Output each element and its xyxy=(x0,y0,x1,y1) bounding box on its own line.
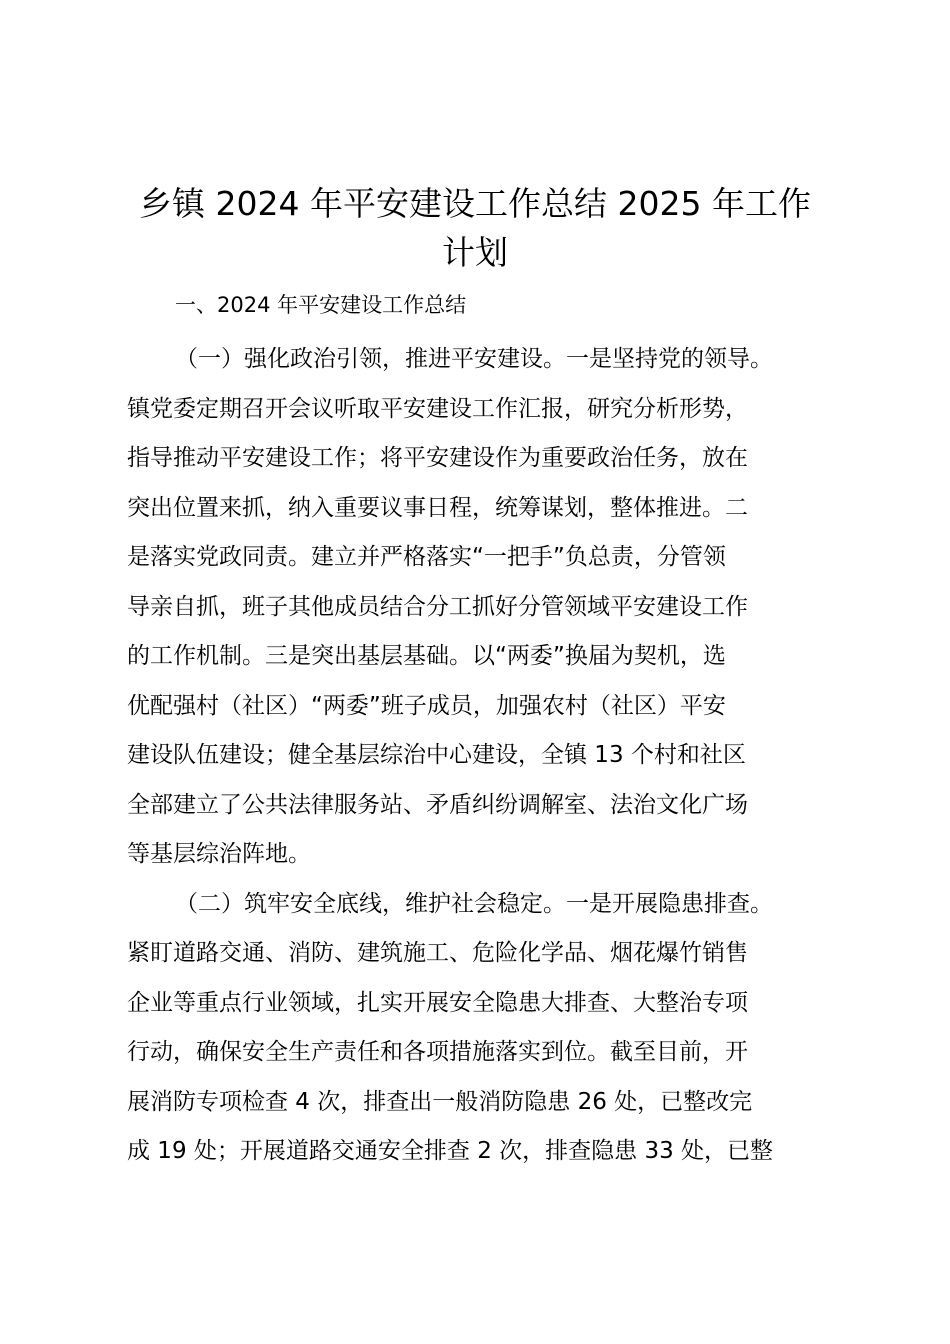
paragraph-line: 行动，确保安全生产责任和各项措施落实到位。截至目前，开 xyxy=(127,1039,748,1065)
paragraph-line: 全部建立了公共法律服务站、矛盾纠纷调解室、法治文化广场 xyxy=(127,792,748,818)
paragraph-line: 紧盯道路交通、消防、建筑施工、危险化学品、烟花爆竹销售 xyxy=(127,940,748,966)
paragraph-line: 等基层综治阵地。 xyxy=(127,841,311,867)
paragraph-line: 镇党委定期召开会议听取平安建设工作汇报，研究分析形势， xyxy=(127,396,748,422)
paragraph-line: 展消防专项检查 4 次，排查出一般消防隐患 26 处，已整改完 xyxy=(127,1089,753,1115)
paragraph-line: 的工作机制。三是突出基层基础。以“两委”换届为契机，选 xyxy=(127,643,726,669)
paragraph-line: 成 19 处；开展道路交通安全排查 2 次，排查隐患 33 处，已整 xyxy=(127,1138,774,1164)
paragraph-line: （一）强化政治引领，推进平安建设。一是坚持党的领导。 xyxy=(175,346,773,372)
document-title-line-2: 计划 xyxy=(442,233,508,272)
paragraph-line: 企业等重点行业领域，扎实开展安全隐患大排查、大整治专项 xyxy=(127,990,748,1016)
section-heading: 一、2024 年平安建设工作总结 xyxy=(175,293,467,317)
paragraph-line: （二）筑牢安全底线，维护社会稳定。一是开展隐患排查。 xyxy=(175,891,773,917)
paragraph-line: 突出位置来抓，纳入重要议事日程，统筹谋划，整体推进。二 xyxy=(127,495,748,521)
paragraph-line: 建设队伍建设；健全基层综治中心建设，全镇 13 个村和社区 xyxy=(127,742,746,768)
paragraph-line: 是落实党政同责。建立并严格落实“一把手”负总责，分管领 xyxy=(127,544,726,570)
document-title-line-1: 乡镇 2024 年平安建设工作总结 2025 年工作 xyxy=(139,184,811,223)
paragraph-line: 指导推动平安建设工作；将平安建设作为重要政治任务，放在 xyxy=(127,445,748,471)
paragraph-line: 优配强村（社区）“两委”班子成员，加强农村（社区）平安 xyxy=(127,693,726,719)
paragraph-line: 导亲自抓，班子其他成员结合分工抓好分管领域平安建设工作 xyxy=(127,594,748,620)
